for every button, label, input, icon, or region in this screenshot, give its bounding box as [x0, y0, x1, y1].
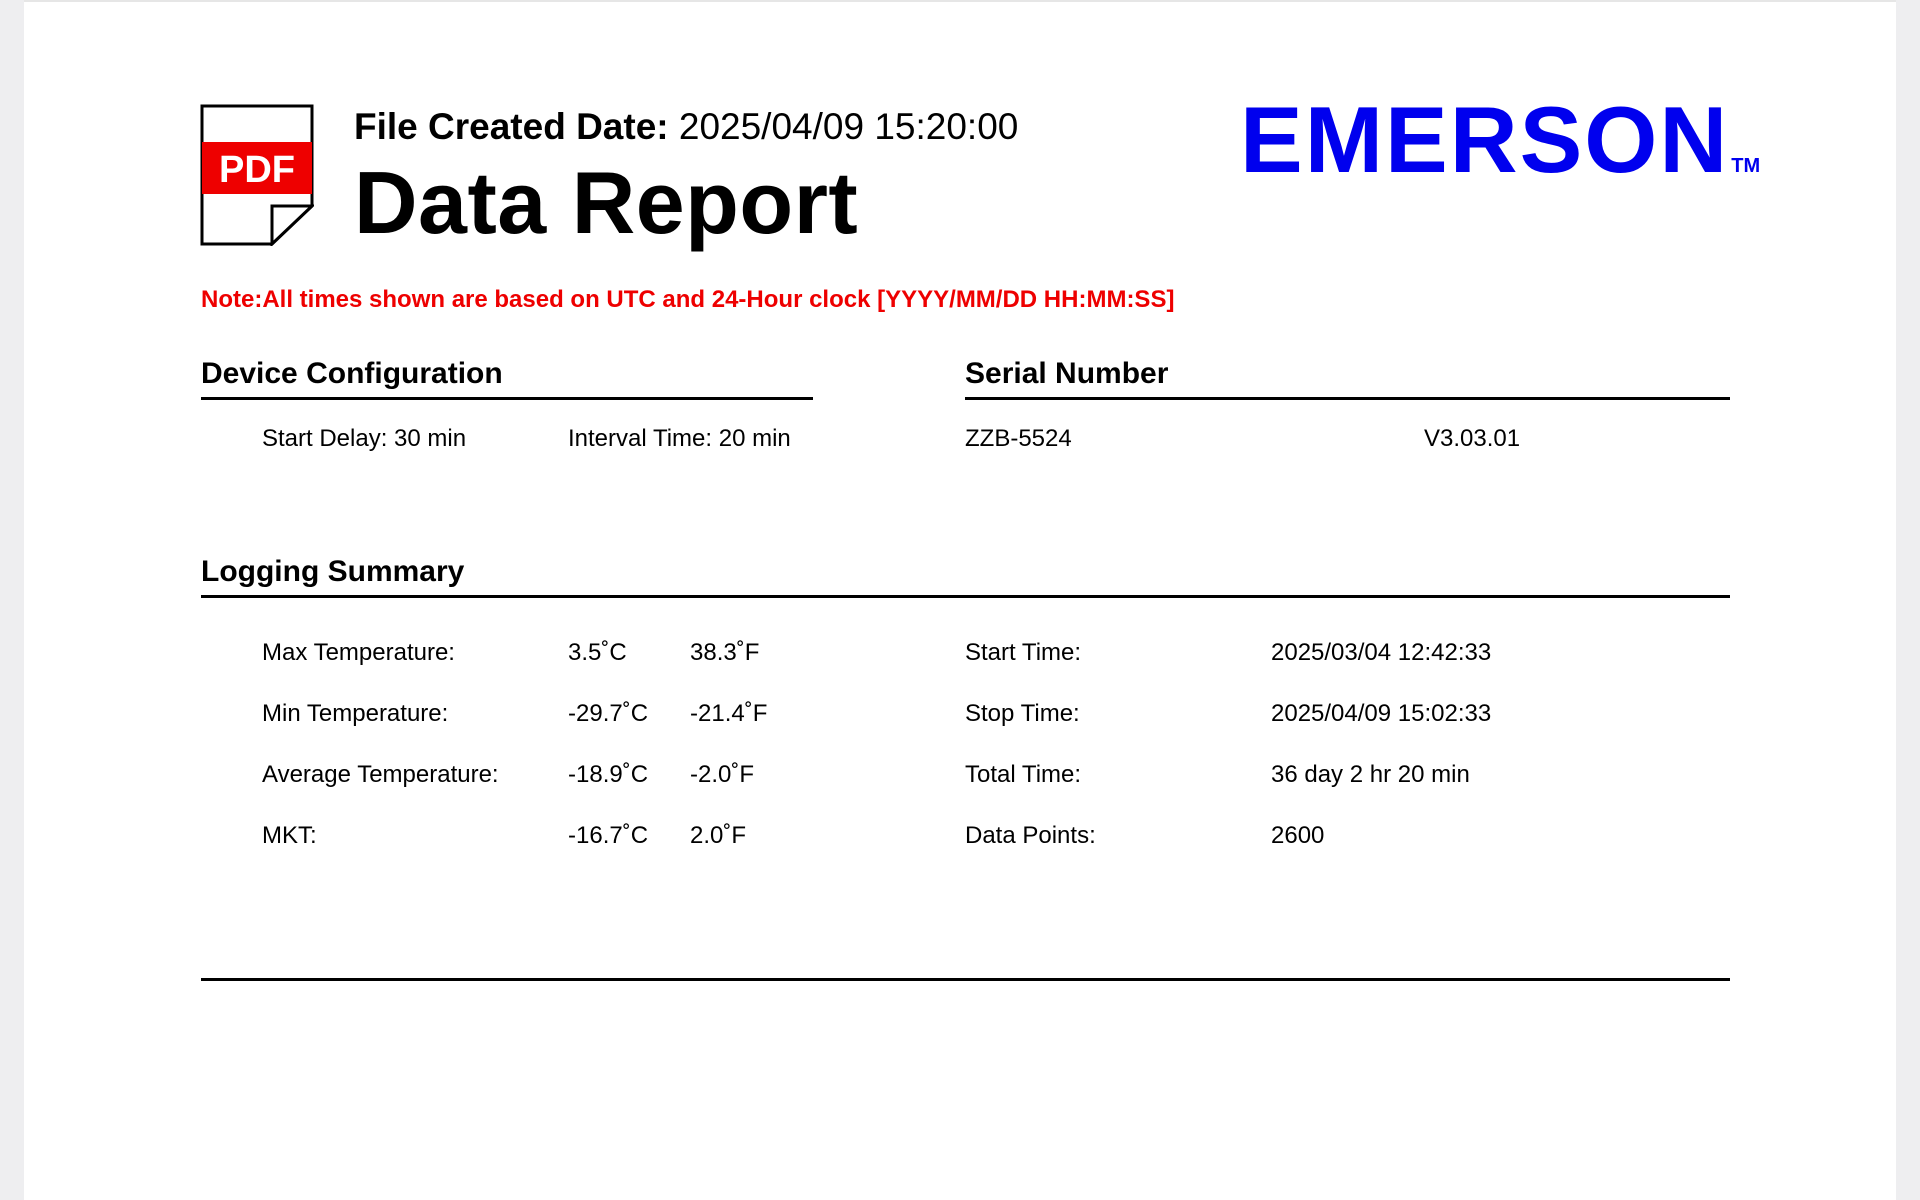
utc-note: Note:All times shown are based on UTC and 24-Hour clock [YYYY/MM/DD HH:MM:SS] [201, 286, 1175, 313]
stop-time-value: 2025/04/09 15:02:33 [1271, 700, 1492, 727]
serial-number-heading: Serial Number [965, 357, 1169, 390]
report-page [24, 0, 1896, 1200]
mkt-label: MKT: [262, 822, 317, 849]
min-temperature-celsius: -29.7˚C [568, 700, 649, 727]
average-temperature-celsius: -18.9˚C [568, 761, 649, 788]
interval-time: Interval Time: 20 min [568, 425, 791, 452]
device-configuration-rule [201, 397, 813, 400]
device-configuration-heading: Device Configuration [201, 357, 503, 390]
emerson-logo [1240, 86, 1760, 194]
total-time-value: 36 day 2 hr 20 min [1271, 761, 1470, 788]
max-temperature-label: Max Temperature: [262, 639, 455, 666]
pdf-icon-label: PDF [219, 149, 295, 191]
logo-trademark: TM [1731, 155, 1761, 177]
logging-summary-rule [201, 595, 1730, 598]
stop-time-label: Stop Time: [965, 700, 1080, 727]
start-time-label: Start Time: [965, 639, 1082, 666]
logo-text: EMERSON [1240, 87, 1730, 192]
average-temperature-label: Average Temperature: [262, 761, 499, 788]
start-delay: Start Delay: 30 min [262, 425, 467, 452]
mkt-celsius: -16.7˚C [568, 822, 649, 849]
data-points-value: 2600 [1271, 822, 1325, 849]
firmware-version: V3.03.01 [1424, 425, 1521, 452]
serial-number-value: ZZB-5524 [965, 425, 1072, 452]
file-created-date [354, 106, 1018, 148]
file-created-label: File Created Date: [354, 106, 669, 147]
max-temperature-celsius: 3.5˚C [568, 639, 627, 666]
file-created-value: 2025/04/09 15:20:00 [678, 106, 1019, 147]
total-time-label: Total Time: [965, 761, 1082, 788]
average-temperature-fahrenheit: -2.0˚F [690, 761, 755, 788]
min-temperature-label: Min Temperature: [262, 700, 449, 727]
pdf-file-icon [200, 104, 314, 246]
logging-summary-heading: Logging Summary [201, 555, 465, 588]
report-title: Data Report [354, 153, 859, 252]
mkt-fahrenheit: 2.0˚F [690, 822, 747, 849]
bottom-divider [201, 978, 1730, 981]
start-time-value: 2025/03/04 12:42:33 [1271, 639, 1492, 666]
serial-number-rule [965, 397, 1730, 400]
max-temperature-fahrenheit: 38.3˚F [690, 639, 760, 666]
min-temperature-fahrenheit: -21.4˚F [690, 700, 768, 727]
data-points-label: Data Points: [965, 822, 1096, 849]
